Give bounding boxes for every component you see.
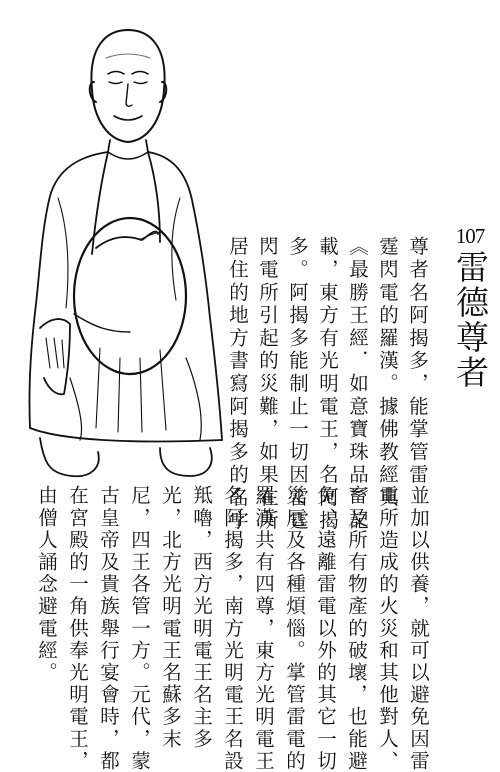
text-column-bottom-6: 羅漢共有四尊，東方光明電王 (252, 485, 275, 772)
text-column-bottom-3: 畜及所有物產的破壞，也能避 (345, 485, 368, 772)
text-column-top-4: 載，東方有光明電王，名阿揭 (316, 236, 339, 533)
text-column-bottom-11: 古皇帝及貴族舉行宴會時，都 (97, 485, 120, 772)
arhat-illustration (10, 28, 235, 480)
arhat-robe (29, 140, 222, 476)
text-column-bottom-13: 由僧人誦念避電經。 (35, 485, 58, 684)
entry-number: 107 (455, 224, 485, 248)
text-column-bottom-8: 羝嚕，西方光明電王名主多 (190, 485, 213, 751)
entry-title: 雷德尊者 (451, 250, 490, 390)
text-column-top-7: 居住的地方書寫阿揭多的名字 (226, 236, 249, 533)
arhat-head (90, 30, 167, 142)
text-column-top-5: 多。阿揭多能制止一切因雷霆 (286, 236, 309, 533)
text-column-bottom-12: 在宮殿的一角供奉光明電王， (66, 485, 89, 772)
text-column-bottom-9: 光，北方光明電王名蘇多末 (159, 485, 182, 751)
text-column-bottom-7: 名阿揭多，南方光明電王名設 (221, 485, 244, 772)
text-column-top-6: 閃電所引起的災難，如果在所 (256, 236, 279, 533)
text-column-bottom-5: 災厄及各種煩惱。掌管雷電的 (283, 485, 306, 772)
text-column-top-2: 霆閃電的羅漢。據佛教經典 (376, 236, 399, 510)
text-column-top-3: 《最勝王經．如意寶珠品》記 (346, 236, 369, 533)
text-column-bottom-4: 免、遠離雷電以外的其它一切 (314, 485, 337, 772)
text-column-top-1: 尊者名阿揭多，能掌管雷 (406, 236, 429, 487)
text-column-bottom-1: 並加以供養，就可以避免因雷 (407, 485, 430, 772)
text-column-bottom-2: 電所造成的火災和其他對人、 (376, 485, 399, 772)
text-column-bottom-10: 尼，四王各管一方。元代，蒙 (128, 485, 151, 772)
